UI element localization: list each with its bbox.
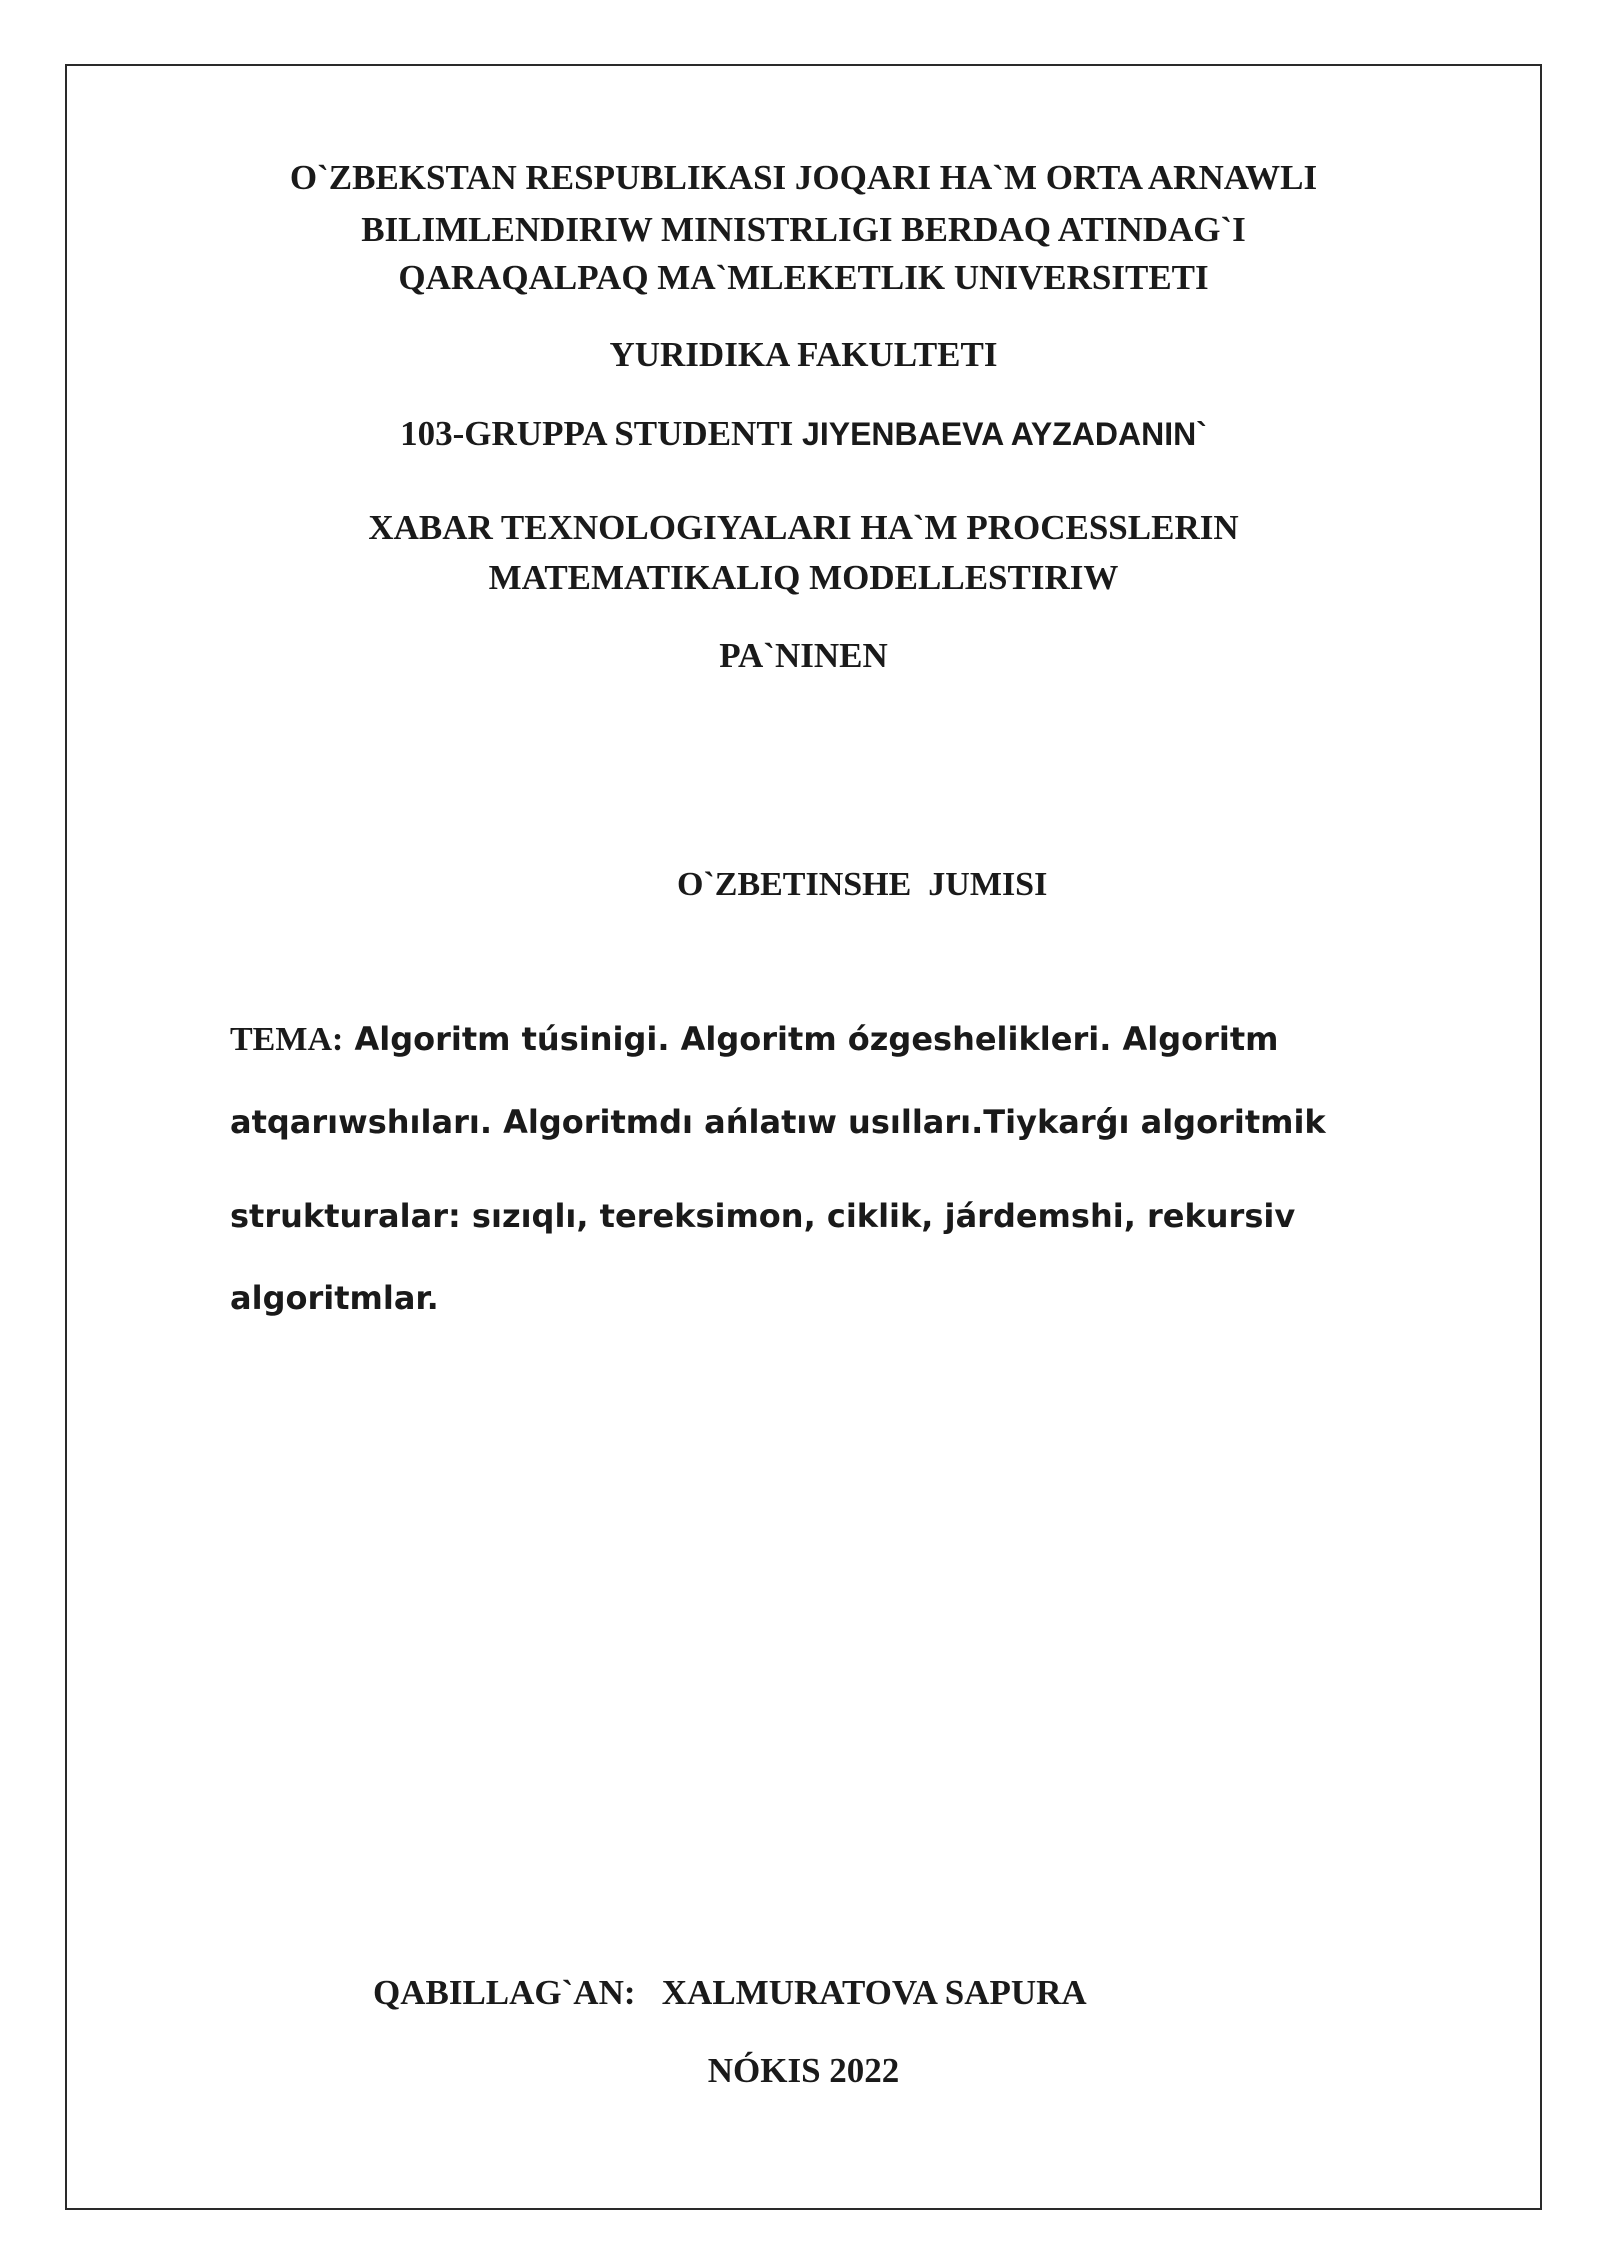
receiver-line xyxy=(373,1975,1087,2010)
receiver-name: XALMURATOVA SAPURA xyxy=(661,1973,1087,2012)
city-year: NÓKIS 2022 xyxy=(707,2051,900,2090)
receiver-label: QABILLAG`AN: xyxy=(373,1973,636,2012)
university-header-line-1: O`ZBEKSTAN RESPUBLIKASI JOQARI HA`M ORTA ARNAWLI xyxy=(289,158,1318,197)
receiver-gap xyxy=(636,1973,662,2012)
work-type-title: O`ZBETINSHE JUMISI xyxy=(677,866,1048,903)
student-line xyxy=(65,416,1542,451)
tema-line-1 xyxy=(230,1020,1279,1058)
university-header-line-3: QARAQALPAQ MA`MLEKETLIK UNIVERSITETI xyxy=(398,258,1209,297)
tema-label: TEMA: xyxy=(230,1021,344,1058)
subject-line-1: XABAR TEXNOLOGIYALARI HA`M PROCESSLERIN xyxy=(368,508,1239,547)
university-header-line-2: BILIMLENDIRIW MINISTRLIGI BERDAQ ATINDAG`I xyxy=(361,210,1246,249)
tema-text-1: Algoritm túsinigi. Algoritm ózgeshelikleri. Algoritm xyxy=(343,1020,1279,1058)
subject-line-2: MATEMATIKALIQ MODELLESTIRIW xyxy=(488,558,1119,597)
tema-line-2: atqarıwshıları. Algoritmdı ańlatıw usılları.Tiykarǵı algoritmik xyxy=(230,1103,1326,1141)
student-name: JIYENBAEVA AYZADANIN` xyxy=(802,416,1207,452)
student-group-prefix: 103-GRUPPA STUDENTI xyxy=(400,414,803,453)
faculty-name: YURIDIKA FAKULTETI xyxy=(609,335,998,374)
tema-line-4: algoritmlar. xyxy=(230,1279,439,1317)
subject-line-3: PA`NINEN xyxy=(719,636,888,675)
tema-line-3: strukturalar: sızıqlı, tereksimon, ciklik, járdemshi, rekursiv xyxy=(230,1197,1296,1235)
